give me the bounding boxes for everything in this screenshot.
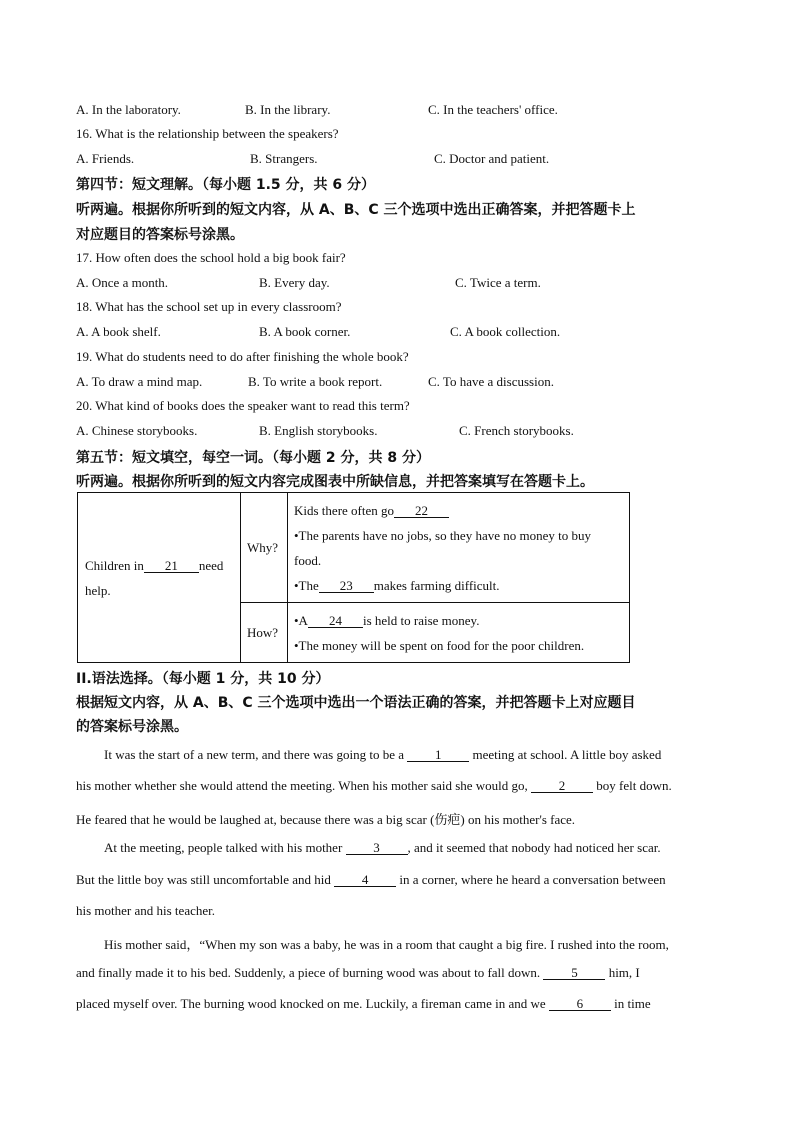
q19-option-a: A. To draw a mind map. [76, 374, 203, 389]
passage-line: But the little boy was still uncomfortable and hid 4 in a corner, where he heard a conversation between [76, 872, 666, 887]
how-label: How? [241, 603, 288, 663]
section4-instruction-line1: 听两遍。根据你所听到的短文内容，从 A、B、C 三个选项中选出正确答案，并把答题卡上 [76, 202, 636, 218]
blank-23[interactable]: 23 [319, 579, 374, 593]
q20-question: 20. What kind of books does the speaker want to read this term? [76, 398, 410, 413]
q15-option-b: B. In the library. [245, 102, 331, 117]
blank-4[interactable]: 4 [334, 873, 396, 887]
section5-instruction: 听两遍。根据你所听到的短文内容完成图表中所缺信息，并把答案填写在答题卡上。 [76, 474, 594, 490]
section4-title: 第四节：短文理解。（每小题 1.5 分，共 6 分） [76, 177, 376, 193]
how-methods: •A 24 is held to raise money. •The money will be spent on food for the poor children. [288, 603, 630, 663]
why-label: Why? [241, 493, 288, 603]
q20-option-b: B. English storybooks. [259, 423, 378, 438]
q15-option-c: C. In the teachers' office. [428, 102, 558, 117]
q18-option-a: A. A book shelf. [76, 324, 161, 339]
section5-title: 第五节：短文填空，每空一词。（每小题 2 分，共 8 分） [76, 450, 430, 466]
q18-option-b: B. A book corner. [259, 324, 351, 339]
passage-line: His mother said，“When my son was a baby, he was in a room that caught a big fire. I rushed into the room, [104, 937, 669, 952]
passage-line: his mother whether she would attend the meeting. When his mother said she would go, 2 boy felt down. [76, 778, 672, 793]
q17-question: 17. How often does the school hold a big book fair? [76, 250, 346, 265]
q17-option-a: A. Once a month. [76, 275, 169, 290]
passage-line: placed myself over. The burning wood knocked on me. Luckily, a fireman came in and we 6 in time [76, 996, 651, 1011]
part2-title: II.语法选择。（每小题 1 分，共 10 分） [76, 671, 330, 687]
q19-option-b: B. To write a book report. [248, 374, 383, 389]
part2-instruction-line1: 根据短文内容，从 A、B、C 三个选项中选出一个语法正确的答案，并把答题卡上对应题目 [76, 695, 636, 711]
blank-22[interactable]: 22 [394, 504, 449, 518]
blank-5[interactable]: 5 [543, 966, 605, 980]
part2-instruction-line2: 的答案标号涂黑。 [76, 719, 188, 735]
q18-option-c: C. A book collection. [450, 324, 561, 339]
blank-24[interactable]: 24 [308, 614, 363, 628]
q16-question: 16. What is the relationship between the speakers? [76, 126, 339, 141]
table-topic-cell: Children in 21 need help. [78, 493, 241, 663]
q20-option-c: C. French storybooks. [459, 423, 574, 438]
passage-line: and finally made it to his bed. Suddenly, a piece of burning wood was about to fall down. 5 him, I [76, 965, 640, 980]
passage-line: He feared that he would be laughed at, because there was a big scar (伤疤) on his mother's face. [76, 812, 576, 827]
q17-option-c: C. Twice a term. [455, 275, 541, 290]
blank-3[interactable]: 3 [346, 841, 408, 855]
q16-option-b: B. Strangers. [250, 151, 318, 166]
section4-instruction-line2: 对应题目的答案标号涂黑。 [76, 227, 244, 243]
info-chart-table [77, 492, 630, 663]
q17-option-b: B. Every day. [259, 275, 330, 290]
blank-1[interactable]: 1 [407, 748, 469, 762]
q16-option-a: A. Friends. [76, 151, 135, 166]
q18-question: 18. What has the school set up in every classroom? [76, 299, 342, 314]
passage-line: his mother and his teacher. [76, 903, 215, 918]
blank-2[interactable]: 2 [531, 779, 593, 793]
q15-option-a: A. In the laboratory. [76, 102, 181, 117]
q16-option-c: C. Doctor and patient. [434, 151, 550, 166]
passage-line: It was the start of a new term, and there was going to be a 1 meeting at school. A little boy asked [104, 747, 662, 762]
q19-option-c: C. To have a discussion. [428, 374, 554, 389]
q20-option-a: A. Chinese storybooks. [76, 423, 198, 438]
blank-21[interactable]: 21 [144, 559, 199, 573]
passage-line: At the meeting, people talked with his mother 3 , and it seemed that nobody had noticed her scar. [104, 840, 661, 855]
why-reasons: Kids there often go 22 •The parents have no jobs, so they have no money to buy food. •The 23 makes farming difficult. [288, 493, 630, 603]
blank-6[interactable]: 6 [549, 997, 611, 1011]
q19-question: 19. What do students need to do after finishing the whole book? [76, 349, 409, 364]
